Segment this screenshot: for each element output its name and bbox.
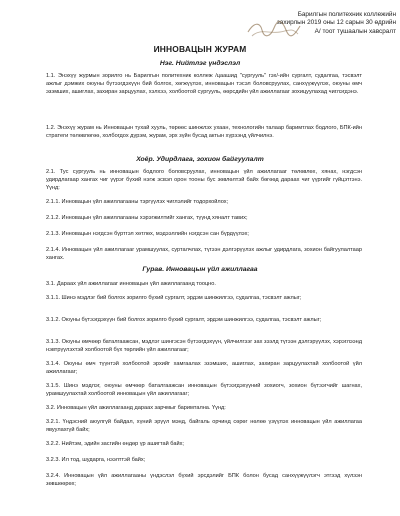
paragraph-3-2: 3.2. Инновацын үйл ажиллагаанд дараах зарчмыг баримтална. Үүнд: [46,405,226,411]
paragraph-3-2-1: 3.2.1. Үндэсний аюулгүй байдал, хүний эрүүл мэнд, байгаль орчинд сөрөг нөлөө үзүүлэх инновацын үйл ажиллагаа явуулахгүй байх; [46,419,362,434]
paragraph-3-1-4: 3.1.4. Оюуны өмч түүнтэй холбоотой эрхийг хамгаалах эзэмших, ашиглах, захиран зарцуулахтай холбоотой үйл ажиллагааг; [46,361,362,376]
section-heading-3: Гурав. Инновацын үйл ажиллагаа [142,266,258,273]
paragraph-3-1-1: 3.1.1. Шинэ мэдлэг бий болгох зорилго бүхий сургалт, эрдэм шинжилгээ, судалгаа, тэсвэлт ажлыг; [46,295,302,301]
paragraph-1-1: 1.1. Энэхүү журмын зорилго нь Барилгын политехник коллеж /цаашид "сургууль" гэх/-ийн сургалт, судалгаа, тэсвэлт ажлыг дэмжих оюуны бүтээгдэхүүн бий болгох, хөгжүүлэх, инновацын тэсэл боловсруулах, санхүүжүүлэх, оюуны өмч эзэмших, ашиглах, захиран зарцуулах, хэлхээ, холбоотой сургууль, өөрсдийн үйл ажиллагааг зохицуулахад чиглэгдэнэ. [46,73,362,96]
handwritten-signature [246,18,302,40]
paragraph-2-1: 2.1. Тус сургууль нь инновацын бодлого боловсруулах, инновацын үйл ажиллагааг төлөвлөх, хянах, нэгдсэн удирдлагаар хангах чиг үүрэг бүхий нэгж эсвэл орон тооны бус зөвлөлтэй байх бөгөөд дараах чиг үүргийг гүйцэтгэнэ. Үүнд: [46,169,362,192]
paragraph-1-2: 1.2. Энэхүү журам нь Инновацын тухай хууль, төрөөс шинжлэх ухаан, технологийн талаар баримтлах бодлого, БПК-ийн стратеги төлөвлөгөө, холбогдох дүрэм, журам, эрх зүйн бусад актын хүрээнд үйлчилнэ. [46,125,362,140]
header-line-2: захирлын 2019 оны 12 сарын 30 өдрийн [276,19,396,27]
paragraph-3-1-5: 3.1.5. Шинэ мэдлэг, оюуны өмчөөр баталгаажсан инновацын бүтээгдэхүүний зохиогч, зохион бүтээгчийг шагнах, урамшуулахтай холбоотой инновацын үйл ажиллагааг; [46,383,362,398]
paragraph-3-1-3: 3.1.3. Оюуны өмчөөр баталгаажсан, мэдлэг шингэсэн бүтээгдэхүүн, үйлчилгээг зах зээлд түгээн дэлгэрүүлэх, хэрэглээнд нэвтрүүлэхтэй холбоотой бүх төрлийн үйл ажиллагааг; [46,339,362,354]
paragraph-3-2-4: 3.2.4. Инновацын үйл ажиллагааны үндэслэл бүхий эрсдэлийг БПК болон бусад санхүүжүүлэгч этгээд хүлээн зөвшөөрөх; [46,473,362,488]
header-line-3: А/ тоот тушаалын хавсралт [314,27,396,35]
section-heading-2: Хоёр. Удирдлага, зохион байгуулалт [136,156,264,163]
paragraph-2-1-4: 2.1.4. Инновацын үйл ажиллагааг урамшуулах, сурталчлах, түгээн дэлгэрүүлэх ажлыг удирдлага, зохион байгуулалтаар хангах. [46,247,362,262]
paragraph-3-1: 3.1. Дараах үйл ажиллагааг инновацын үйл ажиллагаанд тооцно. [46,281,216,287]
section-heading-1: Нэг. Нийтлэг үндэслэл [159,60,241,67]
paragraph-3-2-2: 3.2.2. Нийтэм, эдийн засгийн өндөр үр ашигтай байх; [46,441,184,447]
paragraph-2-1-1: 2.1.1. Инновацын үйл ажиллагааны тэргүүлэх чиглэлийг тодорхойлох; [46,199,229,205]
paragraph-2-1-3: 2.1.3. Инновацын нэгдсэн бүртгэл хөтлөх, мэдээллийн нэгдсэн сан бүрдүүлэх; [46,231,249,237]
header-line-1: Барилгын политехник коллежийн [297,11,396,18]
paragraph-2-1-2: 2.1.2. Инновацын үйл ажиллагааны хэрэгжилтийг хангах, түүнд хяналт тавих; [46,215,248,221]
document-title: ИННОВАЦЫН ЖУРАМ [153,44,247,54]
paragraph-3-2-3: 3.2.3. Ил тод, шударга, нээлттэй байх; [46,457,146,463]
paragraph-3-1-2: 3.1.2. Оюуны бүтээгдэхүүн бий болгох зорилго бүхий сургалт, эрдэм шинжилгээ, судалгаа, тэсвэлт ажлыг; [46,317,322,323]
